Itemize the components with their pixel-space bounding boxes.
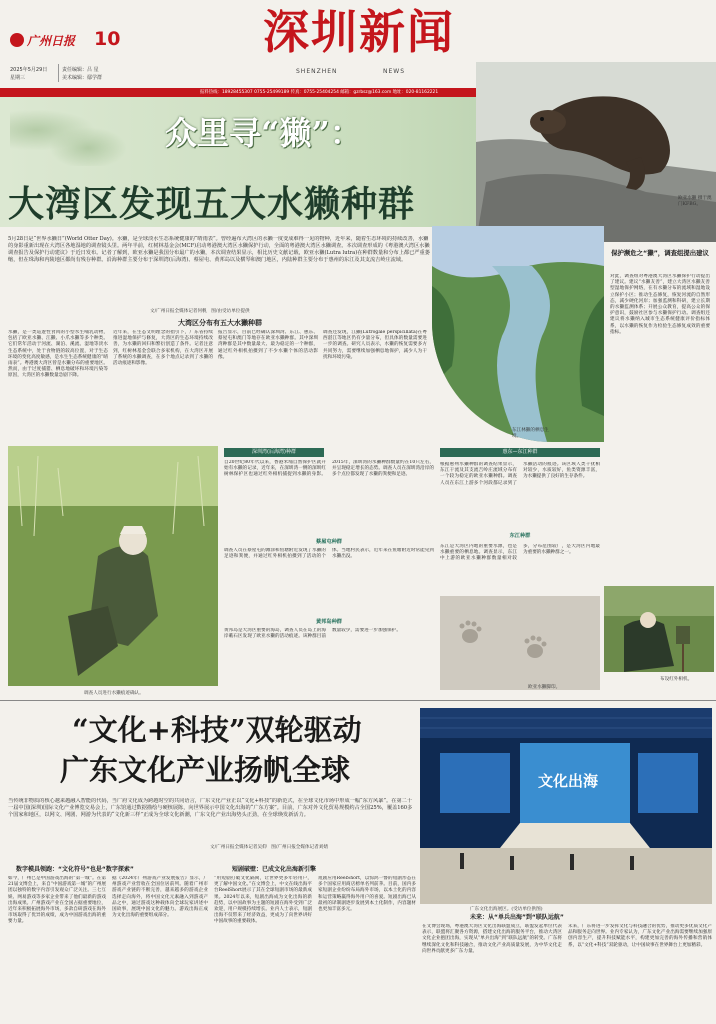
- col6-text: 未来，广东将进一步发挥文化与科技融合的优势，推动更多优质文化产品和服务走向世界。业内专家认为，广东文化产业出海需要继续加强原创内容生产，提升科技赋能水平，构建更加完善的海外传播和营销体系，以“文化+科技”双轮驱动，让中国故事在世界舞台上更加精彩。: [568, 924, 712, 948]
- weekday: 星期三: [10, 75, 26, 81]
- headline-band-leaves: [10, 106, 140, 166]
- logo-mark-icon: [10, 33, 24, 47]
- logo: [10, 30, 90, 50]
- headline-2-line2: 广东文化产业扬帆全球: [60, 753, 351, 787]
- sub-text-2: 根据惠州水獭种群的调查结果显示，东江干流及其支流吉岭庄流域分布有一个较为稳定的欧亚水獭种群。调查人员在东江上游多个河段都记录到了水獭活动的痕迹。该区域人类干扰相对较少，水质较好，鱼类资源丰富，为水獭提供了良好的生存条件。: [440, 462, 600, 486]
- page-number: 10: [94, 28, 121, 50]
- section-title-en-left: SHENZHEN: [296, 68, 338, 75]
- tracks-photo: [440, 596, 600, 690]
- lede-2: 当传统非物质的核心越来越融入智能的代码，当广府文化成为跨越时空的共同语言，广东文化产业正以“文化+科技”的新范式，在全球文化市场中形成一幅“东方风暴”。在第二十一届中国(深圳)国际文化产业博览交易会上，广东馆通过数据描绘与硬核展陈，向世界展示中国文化出海的“广东方案”。目前，广东对外文化贸易规模约占全国25%，覆盖160多个国家和地区，以网文、网剧、网游为代表的“文化新三样”正成为全球文化新潮，广东文化产业出海势头正劲，在全球焕发新活力。: [8, 798, 413, 818]
- subhead-3: 蔡屋屯种群: [316, 539, 342, 545]
- col5-title: 未来：从“单兵出海”到“联队远航”: [470, 914, 564, 921]
- editor: 责任编辑：吕 星: [62, 67, 99, 73]
- lede-1: 5月28日是“世界水獭日”(World Otter Day)。水獭，是全球淡水生态系统健康的“晴雨表”。曾经遍布大湾区的水獭一度变成难得一见的物种，近年来，随着生态环境的持续改善，水獭的身影重新出现在大湾区各地湿地的调查镜头里。两年半前，红树林基金会(MCF)启动粤港澳大湾区水獭保护行动，全面的粤港澳大湾区水獭调查。本次调查形成的《粤港澳大湾区水獭调查报告及保护行动建议》于近日发布。记者了解到，欧亚水獭是我国分布最广的水獭，本次调查结果显示，相比历史文献记载，欧亚水獭(Lutra lutra)在种群数量和分布上都已严重萎缩，但在珠海和内陵地区都尚有残存种群。沿海种群主要分布于深圳湾(后海湾)、蔡屋屯、黄邦岛以及横琴和澳门地区，内陆种群主要分布于惠州的东江及其支流吉岭庄流域。: [8, 236, 430, 263]
- river-image: [432, 226, 604, 442]
- section-title: 深圳新闻: [263, 5, 455, 59]
- otter-image: [476, 62, 716, 242]
- byline-1: 文/广州日报全媒体记者何帆 图/由受访单位提供: [150, 309, 250, 314]
- headline-2-line1: “文化+科技”双轮驱动: [72, 713, 362, 747]
- subhead-4: 东江种群: [509, 533, 531, 539]
- sidebar-body: 对此，调查组对粤港澳大湾区水獭保护行动提出了建议。建议“水獭友善”，建立大湾区水獭友善型湿地保护网络，在有水獭分布的流域和湿地设立保护小区；推动生态修复，恢复河流的自然形态，减少硬化河岸；加强监测和科研，建立长期的水獭监测体系；开展公众教育，提高公众的保护意识，鼓励社区参与水獭保护行动。调查组还建议将水獭纳入城市生态系统健康评价指标体系，以水獭的恢复作为检验生态修复成效的重要指标。: [610, 274, 710, 335]
- col5-text: 在文博会现场，粤港澳大湾区文化出海联盟成立，联盟发起单位代表表示，联盟将汇聚各方资源，搭建文化出海的服务平台，推动大湾区文化企业抱团出海，实现从“单兵出海”到“联队远航”的转变。广东将继续深化文化和科技融合，推动文化产业高质量发展，为中华文化走向世界贡献更多广东力量。: [422, 924, 562, 954]
- story-divider: [0, 700, 716, 701]
- camera-image: [604, 586, 714, 672]
- subhead-5: 黄邦岛种群: [316, 619, 342, 625]
- expo-caption: 广东文化出海展区。(受访单位供图): [470, 907, 543, 912]
- sub-text-4: 东江是大湾区内地的重要水源，也是水獭重要的栖息地。调查显示，东江中上游的欧亚水獭种群数量相对较多，分布范围较广，是大湾区内地最为重要的水獭种群之一。: [440, 544, 600, 562]
- expo-image: [420, 708, 712, 904]
- body-col-1: 水獭，是一类巡逻性食肉的小型水生哺乳动物，包括了欧亚水獭、江獭、小爪水獭等多个种类。它们常年活动于河流、湖泊、溪流、湿地等淡水生态系统中，处于食物链的较高位置，对于生态环境的变化高度敏感，是水生生态系统健康的“晴雨表”。粤港澳大湾区曾是水獭分布的重要地区。然而，由于过度捕猎、栖息地破坏和环境污染等原因，大湾区的水獭数量急剧下降。: [8, 330, 108, 379]
- researcher-photo: [8, 446, 218, 686]
- tracks-caption: 欧亚水獭脚印。: [528, 685, 561, 690]
- expo-banner: 文化出海: [538, 772, 599, 790]
- body-col-4: 调查还发现，江獭(Lutrogale perspicillata)在粤西湛江等地区仍有少量分布，但具体的数量需要进一步的调查。研究人员表示，水獭的恢复需要多方共同努力，需要继续加强栖息地保护，减少人为干扰和环境污染。: [323, 330, 427, 360]
- otter-photo-caption: 欧亚水獭 摄于澳门KFBG。: [678, 196, 712, 207]
- tracks-image: [440, 596, 600, 690]
- sidebar-title-text: 保护濒危之“獭”，调查组提出建议: [611, 249, 709, 257]
- river-photo: [432, 226, 604, 442]
- researcher-image: [8, 446, 218, 686]
- subhead-1: 深圳湾(后海湾)种群: [224, 448, 324, 457]
- col3-text: “用短剧打破文化隔阂，让世界更多年轻用户，更了解中国文化。”在文博会上，中文在线出海平台ReelShort展示了其在全球短剧市场的最新成果。2024年以来，短剧出海成为文化出海的新趋势，以中国故事为主题的短剧在海外受到广泛欢迎，用户规模持续增长。业内人士表示，短剧出海不仅带来了经济效益，更成为了向世界讲好中国故事的重要载体。: [214, 876, 312, 925]
- col1-title: 数字模具领跑：“文化符号”也是“数字探索”: [16, 866, 134, 873]
- kicker: 众里寻“獭”：: [165, 114, 362, 152]
- sidebar-title: [608, 248, 712, 258]
- body-col-2: 近年来，在生态文明理念的指引下，广东省持续推进湿地保护与修复，大湾区的生态环境持续改善，为水獭的回归和繁衍创造了条件。记者注意到，红树林基金会联合多家机构，在大湾区开展了系统的水獭调查，在多个地点记录到了水獭的活动痕迹和影像。: [113, 330, 213, 367]
- camera-photo: [604, 586, 714, 672]
- body-col-3: 报告显示，目前已经确认深圳湾、东江、惠东、蔡屋屯和澳门等地存在欧亚水獭种群。其中深圳湾种群是其中数量最大、最为稳定的一个种群，通过红外相机拍摄到了不少水獭个体的活动影像。: [218, 330, 318, 360]
- date: 2025年5月29日: [10, 67, 48, 73]
- camera-caption: 布设红外相机。: [660, 677, 693, 682]
- otter-photo: [476, 62, 716, 242]
- river-photo-caption: 东江林獭的栖息生境。: [512, 428, 549, 439]
- col4-text: 短剧应用ReelShort，以惊鸿一瞥的短剧形态在多个国家应用商店榜单名列前茅。目前，国内多家短剧企业纷纷布局海外市场，以本土化的内容和运营策略赢得海外用户的喜爱。短剧出海已从最初的译制剧逐步发展到本土化制作，内容题材也更加丰富多元。: [318, 876, 416, 913]
- divider: [58, 64, 59, 82]
- subhead-2: 惠东—东江种群: [440, 448, 600, 457]
- designer: 美术编辑：鄢学群: [62, 75, 103, 81]
- sub-text-5: 黄邦岛是大湾区重要的海岛，调查人员在岛上的海岸礁石区发现了欧亚水獭的活动痕迹。该种群目前数量较少，需要进一步加强保护。: [224, 628, 401, 640]
- sub-text-1: 自20世纪80年代以来，香港米埔自然保护区就开始有水獭的记录，近年来，在深圳湾一侧的深圳红树林保护区也通过红外相机捕捉到水獭的身影。2015年，深圳湾的水獭种群数量约在10只左右，并呈现稳定增长的态势。调查人员在深圳湾沿岸的多个点位都发现了水獭的粪便和足迹。: [224, 460, 434, 478]
- logo-text: 广州日报: [27, 33, 76, 48]
- researcher-caption: 调查人员进行水獭痕迹确认。: [84, 691, 144, 696]
- sub-text-3: 调查人员在蔡屋屯的滩涂和鱼塘附近发现了水獭的足迹和粪便，并通过红外相机拍摄到了活动的个体。当地村民表示，近年来在鱼塘附近时常能见到水獭出没。: [224, 548, 434, 560]
- expo-photo: [420, 708, 712, 904]
- hotline: 报料热线：18928455307 0755-25499189 传真：0755-25404254 邮箱：gzrbsz@163.com 地址：020-81162221: [200, 90, 439, 95]
- section-title-1: 大湾区分布有五大水獭种群: [178, 319, 262, 327]
- col3-title: 短剧破壁：已成文化出海新引擎: [232, 866, 317, 873]
- col2-text: 据《2024年广州游戏产业发展报告》显示，广州游戏产业营收在全国位居前列。随着广州市游戏产业链的不断完善，越来越多的游戏企业选择走向海外，将中国文化元素融入到游戏产品之中，通过游戏这种载体向全球玩家讲述中国故事，展现中国文化的魅力。游戏出海正成为文化出海的重要组成部分。: [112, 876, 208, 919]
- section-title-en-right: NEWS: [383, 68, 406, 75]
- col1-text: 如今，广州已是中国游戏出海的“第一城”。在第21届文博会上，来自“中国游戏第一城”的广州展团以独特的数字内容引发观众广泛关注。三七互娱、网易游戏等多家企业带来了他们最新的游戏出海成果。广州游戏产业在全国占据重要地位，近年来积极拓展海外市场，多款自研游戏在海外市场取得了优异的成绩，成为中国游戏出海的重要力量。: [8, 876, 106, 925]
- headline-1: 大湾区发现五大水獭种群: [8, 183, 416, 225]
- byline-2: 文/广州日报全媒体记者吴仰 图/广州日报全媒体记者刘婧: [210, 845, 328, 850]
